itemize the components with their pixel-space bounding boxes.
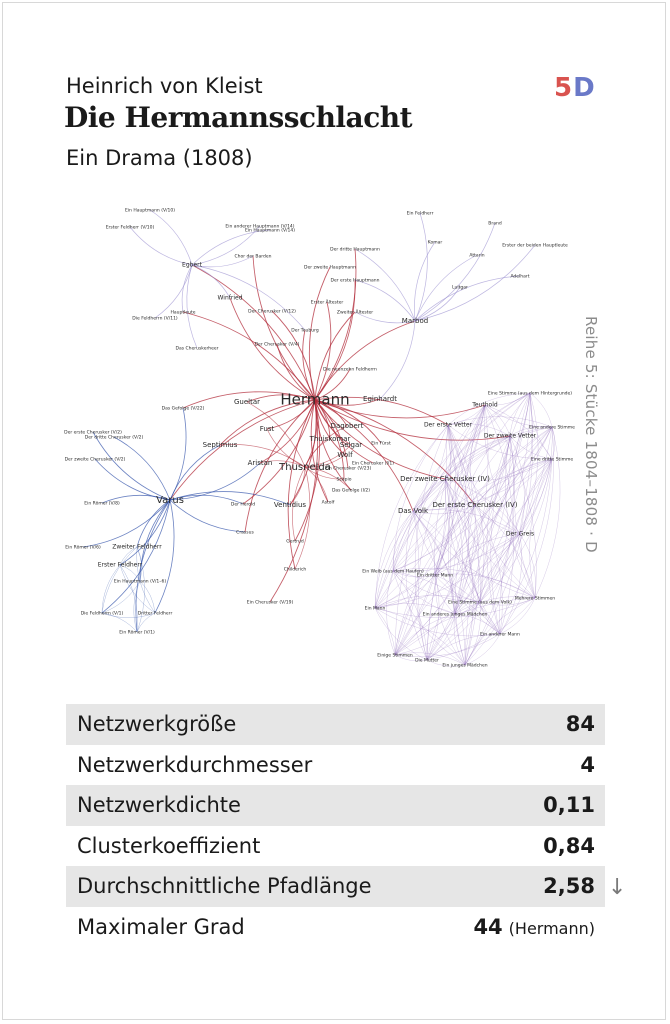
stat-row: [66, 704, 605, 745]
node-anderer-hauptmann: Ein anderer Hauptmann (V/14): [225, 224, 295, 230]
play-title: Die Hermannsschlacht: [64, 101, 413, 134]
network-edge: [315, 280, 355, 400]
network-edge: [120, 565, 155, 613]
node-erste-hauptmann: Der erste Hauptmann: [330, 278, 380, 284]
network-edge: [309, 267, 330, 400]
network-edge: [315, 249, 356, 400]
network-edge: [415, 287, 460, 321]
node-einige-stimmen: Einige Stimmen: [377, 653, 413, 659]
node-anderer-mann: Ein anderer Mann: [480, 632, 520, 638]
node-zweiter-aeltester: Zweiter Ältester: [336, 310, 374, 316]
network-edge: [150, 210, 192, 265]
node-dritte-hauptmann: Der dritte Hauptmann: [330, 247, 380, 253]
network-edge: [395, 598, 535, 655]
node-feldherr-v10: Erster Feldherr (V/10): [105, 225, 155, 231]
node-varus: Varus: [156, 495, 184, 506]
network-edge: [192, 230, 270, 265]
network-edge: [83, 500, 170, 547]
node-childerich: Childerich: [283, 567, 307, 573]
node-roemer-v8: Ein Römer (V/8): [84, 501, 120, 507]
stat-value: [543, 834, 595, 858]
node-astolf: Astolf: [321, 500, 335, 506]
stat-row: [66, 785, 605, 826]
node-herold: Der Herold: [230, 502, 256, 508]
play-subtitle: Ein Drama (1808): [66, 146, 253, 170]
network-edge: [192, 265, 230, 298]
node-thusnelda: Thusnelda: [279, 462, 331, 473]
node-dritter-feldherr: Dritter Feldherr: [137, 611, 173, 617]
node-winfried: Winfried: [217, 294, 243, 302]
node-zweite-vetter: Der zweite Vetter: [483, 432, 537, 440]
badge-number: 5: [554, 73, 574, 103]
network-edge: [393, 425, 448, 571]
node-stimme-hintergrund: Eine Stimme (aus dem Hintergrunde): [487, 391, 573, 397]
node-cherusker-v12: Der Cherusker (V/12): [248, 309, 296, 315]
stat-number: 2,58: [543, 874, 595, 899]
node-ein-weib: Ein Weib (aus dem Haufen): [362, 569, 424, 575]
stat-label: Maximaler Grad: [77, 914, 245, 939]
node-teuthold: Teuthold: [472, 401, 498, 409]
stat-label: Netzwerkdurchmesser: [77, 752, 313, 777]
node-andere-stimme: Eine andere Stimme: [529, 425, 575, 431]
node-cherusker-v19: Ein Cherusker (V/19): [246, 600, 294, 606]
stat-label: Netzwerkdichte: [77, 793, 241, 818]
node-neunzehn-feldherrn: Die neunzehn Feldherrn: [323, 367, 377, 373]
node-dagobert: Dagobert: [330, 422, 364, 430]
stat-label: Durchschnittliche Pfadlänge: [77, 874, 372, 899]
network-edge: [93, 432, 170, 500]
stat-number: 4: [580, 752, 595, 777]
network-edge: [130, 227, 192, 265]
stat-number: 44: [473, 914, 503, 939]
stat-note: (Hermann): [508, 918, 595, 938]
stat-row: [66, 866, 605, 907]
node-volk: Das Volk: [397, 507, 429, 515]
node-zweite-hauptmann: Der zweite Hauptmann: [304, 265, 356, 271]
network-edge: [520, 534, 536, 598]
node-ventidius: Ventidius: [273, 501, 307, 509]
stats-table: [66, 704, 605, 947]
node-erster-hauptleute: Erster der beiden Hauptleute: [502, 243, 568, 249]
node-adelhart: Adelhart: [510, 274, 530, 280]
node-cherusker-v23: Ein Cherusker (V/23): [324, 466, 372, 472]
stat-label: Netzwerkgröße: [77, 712, 237, 737]
node-luitgar: Luitgar: [452, 285, 468, 291]
node-ein-mann: Ein Mann: [364, 606, 386, 612]
series-badge: [554, 73, 596, 103]
node-roemer-v1: Ein Römer (V/1): [119, 630, 155, 636]
node-erster-feldherr: Erster Feldherr: [97, 561, 143, 569]
network-edge: [137, 547, 145, 632]
node-attarin: Attarin: [469, 253, 485, 259]
node-junges-maedchen: Ein junges Mädchen: [442, 663, 488, 669]
node-eginhardt: Eginhardt: [363, 395, 397, 403]
network-edge: [95, 459, 170, 500]
stat-row: [66, 826, 605, 867]
node-zweite-cherusker-v2: Der zweite Cherusker (V/2): [64, 457, 126, 463]
network-edge: [140, 581, 155, 613]
node-mehrere-stimmen: Mehrere Stimmen: [514, 596, 556, 602]
node-scaepio: Scäpio: [336, 477, 352, 483]
node-wolf: Wolf: [337, 451, 353, 459]
node-feldherrn-v11: Die Feldherrn (V/11): [132, 316, 178, 322]
network-edge: [414, 242, 435, 321]
node-hermann: Hermann: [280, 390, 350, 409]
node-mutter: Die Mutter: [415, 658, 439, 664]
node-teutoburg: Der Teuburg: [291, 328, 319, 334]
node-erster-aeltester: Erster Ältester: [310, 300, 344, 306]
network-edge: [170, 400, 315, 500]
node-erste-vetter: Der erste Vetter: [423, 421, 473, 429]
node-komar: Komar: [427, 240, 443, 246]
node-hauptmann-v14: Ein Hauptmann (V/14): [244, 228, 296, 234]
stat-value: [580, 753, 595, 777]
node-crassus: Crassus: [236, 530, 254, 536]
network-edge: [187, 265, 197, 348]
node-thuiskomar: Thuiskomar: [309, 435, 351, 443]
node-hauptmann-v1-6: Ein Hauptmann (V/1–6): [113, 579, 167, 585]
node-fuerst: Ein Fürst: [371, 441, 391, 447]
network-edge: [380, 321, 415, 399]
network-nodes: [64, 208, 575, 669]
network-edge: [170, 408, 186, 500]
network-edge: [465, 436, 514, 665]
arrow-down-icon: ↓: [608, 875, 627, 900]
network-edge: [315, 321, 415, 400]
node-gertrud: Gertrud: [286, 539, 304, 545]
node-fust: Fust: [259, 425, 275, 433]
series-label: Reihe 5: Stücke 1804–1808 · D: [582, 316, 600, 553]
node-gueltar: Gueltar: [233, 398, 261, 406]
stat-number: 0,11: [543, 793, 595, 818]
stat-number: 0,84: [543, 833, 595, 858]
network-edge: [102, 565, 120, 613]
network-edge: [375, 608, 395, 655]
node-aristan: Aristan: [247, 459, 273, 467]
node-dritter-mann: Ein dritter Mann: [416, 573, 454, 579]
network-edge: [455, 505, 475, 665]
node-cherusker-i1: Ein Cherusker (I/1): [352, 461, 394, 467]
node-hauptleute: Hauptleute: [170, 310, 196, 316]
author: Heinrich von Kleist: [66, 74, 263, 98]
node-dritte-stimme: Eine dritte Stimme: [530, 457, 574, 463]
node-gefolge-i2: Das Gefolge (I/2): [331, 488, 371, 494]
node-anderes-maedchen: Ein anderes junges Mädchen: [422, 612, 488, 618]
network-edge: [427, 602, 480, 660]
node-brand: Brand: [488, 221, 502, 227]
node-roemer-v6: Ein Römer (V/6): [65, 545, 101, 551]
network-edge: [243, 400, 315, 504]
network-edge: [114, 437, 170, 500]
network-graph: [55, 195, 595, 695]
node-hauptmann-v10: Ein Hauptmann (V/10): [124, 208, 176, 214]
node-gefolge-v22: Das Gefolge (V/22): [161, 406, 205, 412]
network-edge: [393, 479, 445, 571]
network-edge: [247, 402, 305, 467]
stat-value: [473, 915, 595, 939]
stat-label: Clusterkoeffizient: [77, 833, 261, 858]
network-edge: [415, 213, 427, 321]
node-ein-feldherr: Ein Feldherr: [406, 211, 434, 217]
stat-value: [566, 712, 595, 736]
node-marbod: Marbod: [401, 317, 429, 325]
badge-letter: D: [573, 73, 596, 103]
node-septimius: Septimius: [202, 441, 238, 449]
node-erste-cherusker-iv: Der erste Cherusker (IV): [432, 501, 518, 509]
stat-value: [543, 874, 595, 898]
stat-row: [66, 907, 605, 948]
node-stimme-volk: Eine Stimme (aus dem Volk): [448, 600, 512, 606]
node-cheruskerheer: Das Cheruskerheer: [175, 346, 219, 352]
node-greis: Der Greis: [505, 530, 535, 538]
node-cherusker-v4: Der Cherusker (V/4): [254, 342, 300, 348]
stat-number: 84: [565, 712, 595, 737]
network-edge: [315, 302, 331, 400]
node-zweiter-feldherr: Zweiter Feldherr: [112, 543, 162, 551]
stat-value: [543, 793, 595, 817]
node-selgar: Selgar: [339, 441, 363, 449]
node-chor-barden: Chor der Barden: [234, 254, 272, 260]
network-edge: [427, 634, 500, 660]
node-feldherrn-v1: Die Feldherrn (V/1): [80, 611, 124, 617]
node-dritte-cherusker-v2: Der dritte Cherusker (V/2): [84, 435, 144, 441]
node-egbert: Egbert: [182, 261, 202, 269]
stat-row: [66, 745, 605, 786]
node-zw-cherusker-iv: Der zweite Cherusker (IV): [400, 475, 490, 483]
node-erste-cherusker-v2: Der erste Cherusker (V/2): [64, 430, 122, 436]
